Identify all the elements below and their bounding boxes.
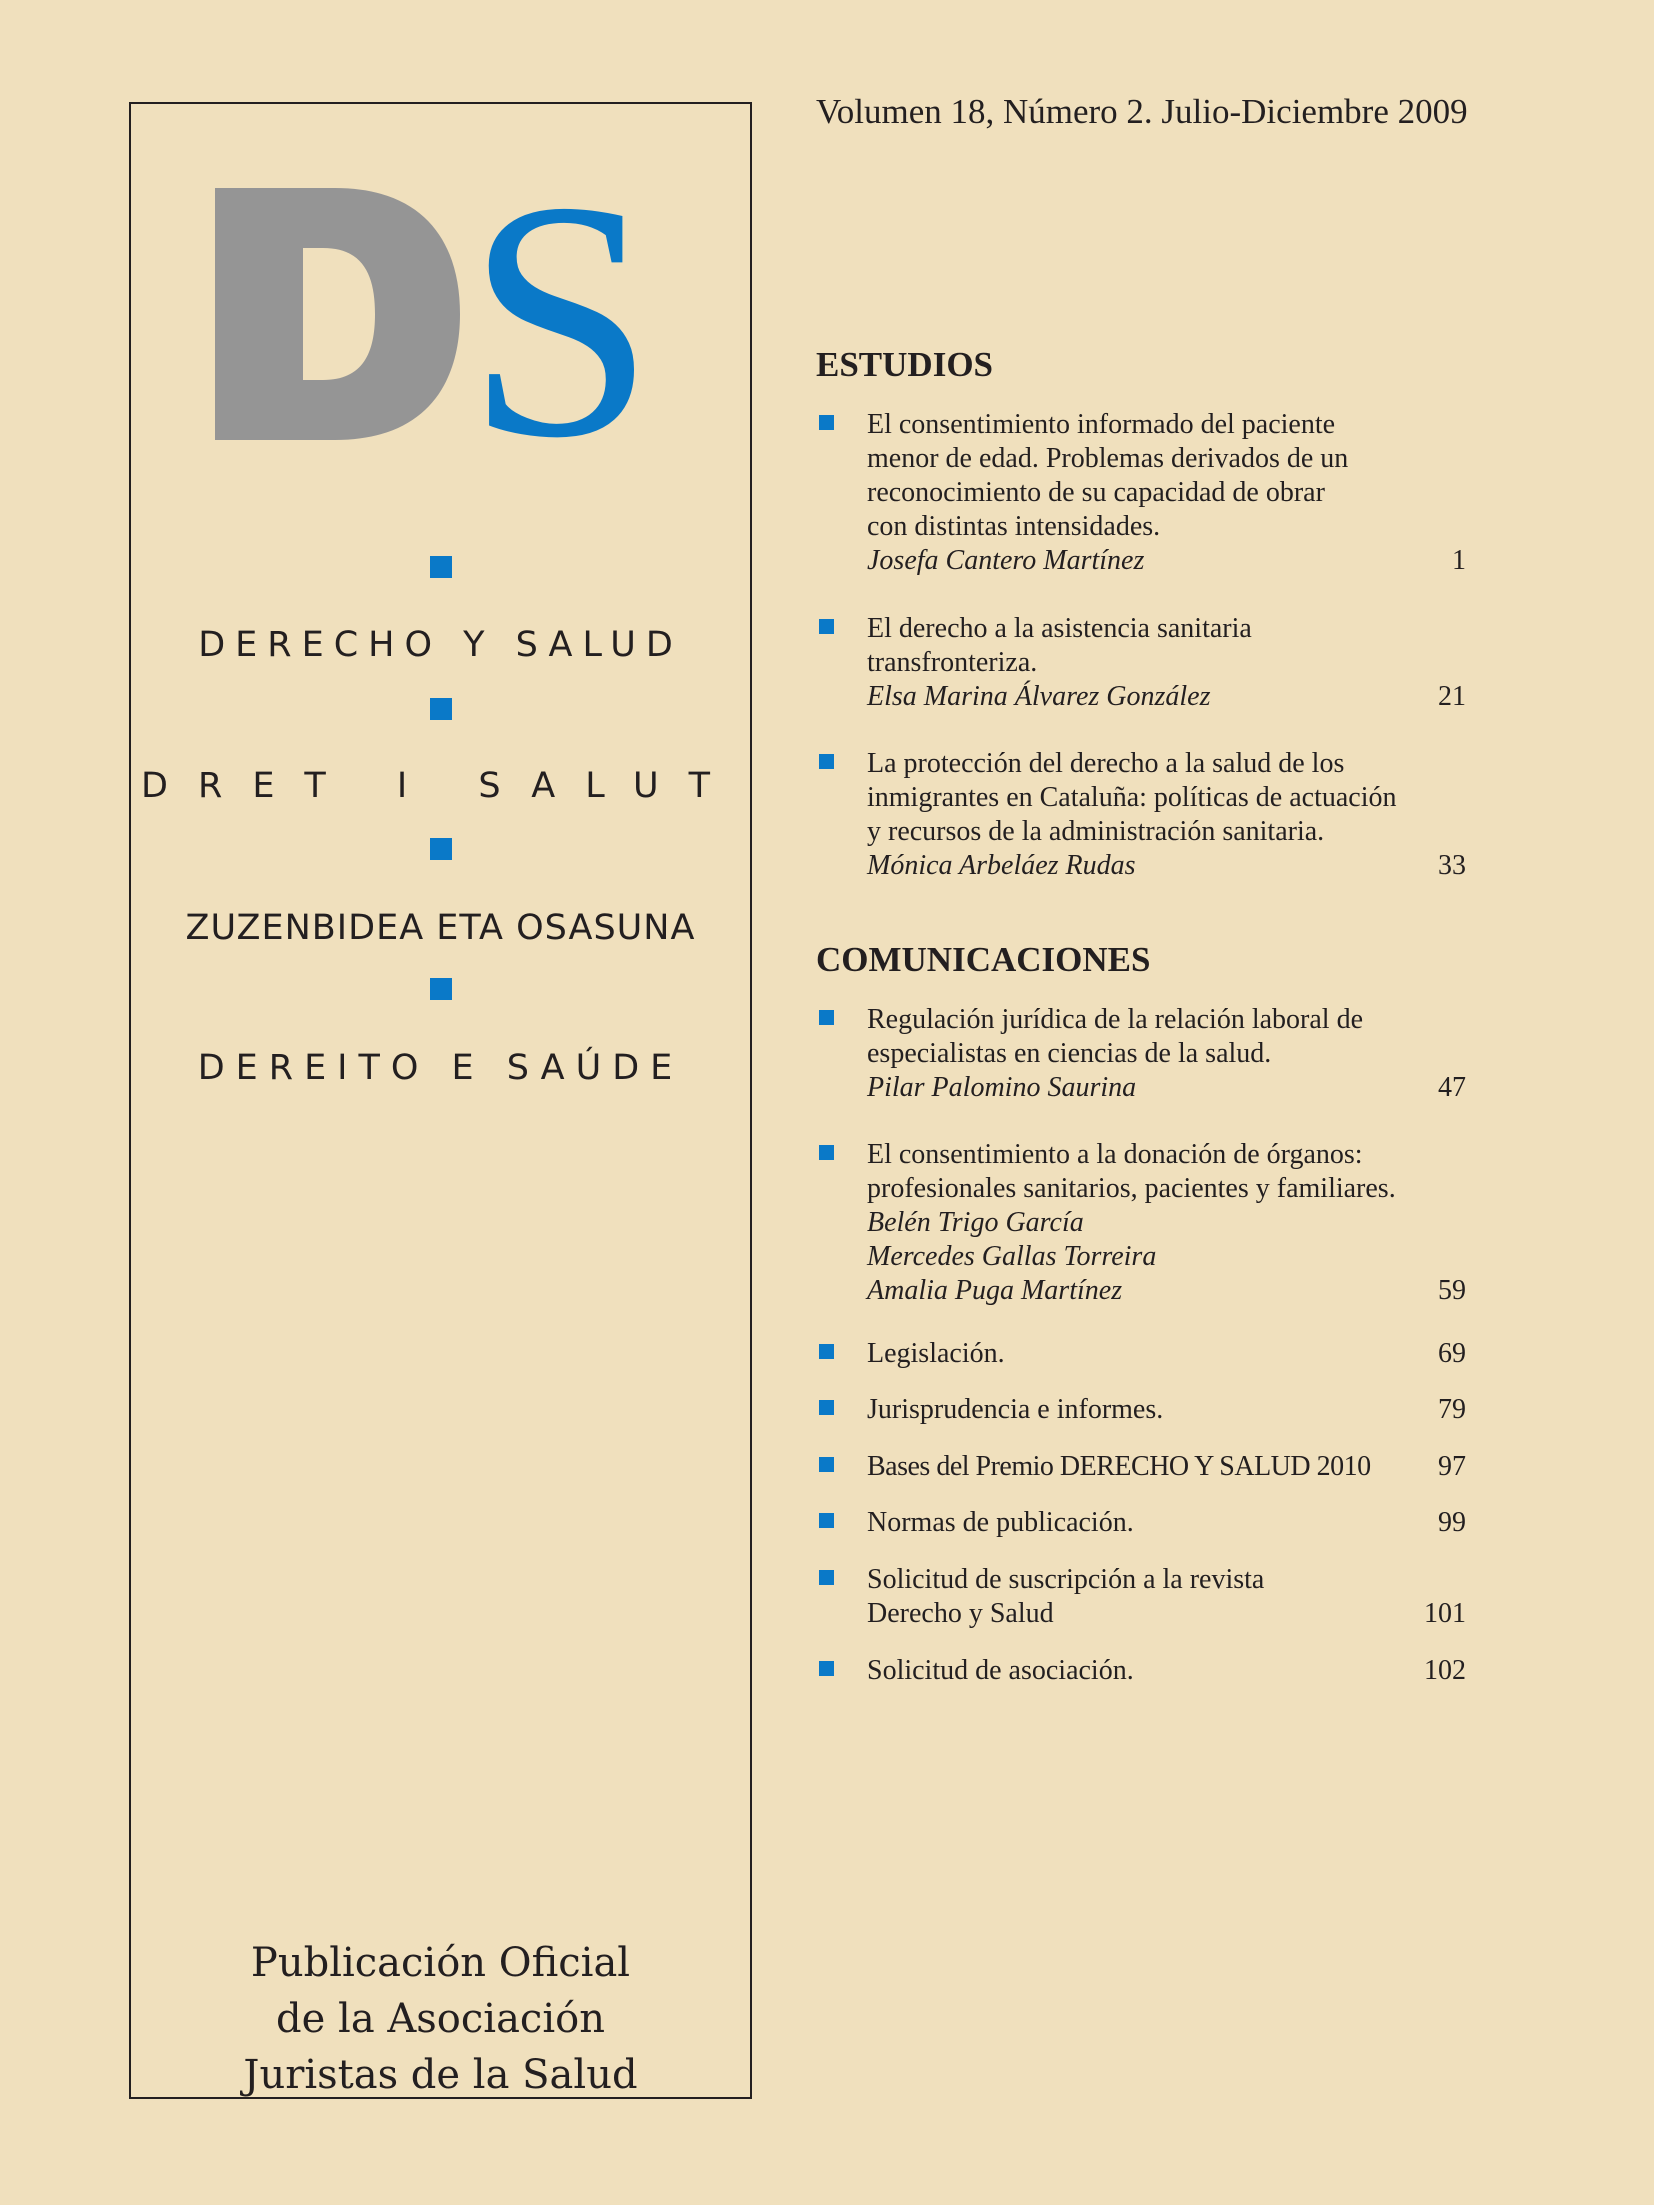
item-title-line: El consentimiento informado del paciente: [867, 409, 1336, 440]
item-title-line: El consentimiento a la donación de órganos:: [867, 1139, 1363, 1170]
item-title-line: inmigrantes en Cataluña: políticas de actuación: [867, 782, 1397, 813]
item-title-line: Bases del Premio DERECHO Y SALUD 2010: [867, 1451, 1371, 1482]
bullet-square-icon: [819, 1400, 834, 1415]
motto-square-marker: [430, 978, 452, 1000]
toc-item[interactable]: [816, 1393, 1466, 1427]
page-number: 101: [1424, 1598, 1466, 1629]
publisher-line: Juristas de la Salud: [243, 2052, 638, 2098]
motto-square-marker: [430, 556, 452, 578]
item-title-line: Jurisprudencia e informes.: [867, 1394, 1164, 1425]
toc-item[interactable]: [816, 1003, 1466, 1105]
item-title-line: Normas de publicación.: [867, 1507, 1134, 1538]
page-number: 47: [1438, 1072, 1466, 1103]
item-title-line: El derecho a la asistencia sanitaria: [867, 613, 1252, 644]
item-title-line: menor de edad. Problemas derivados de un: [867, 443, 1349, 474]
toc-item[interactable]: [816, 1337, 1466, 1371]
item-author: Amalia Puga Martínez: [867, 1275, 1123, 1306]
motto-zuzenbidea-eta-osasuna: ZUZENBIDEA ETA OSASUNA: [185, 908, 696, 948]
logo-letter-d: [215, 188, 460, 440]
toc-item[interactable]: [816, 1450, 1466, 1484]
item-title-line: y recursos de la administración sanitaria.: [867, 816, 1325, 847]
toc-item[interactable]: [816, 408, 1466, 578]
bullet-square-icon: [819, 754, 834, 769]
item-title-line: especialistas en ciencias de la salud.: [867, 1038, 1272, 1069]
bullet-square-icon: [819, 415, 834, 430]
toc-item[interactable]: [816, 1506, 1466, 1540]
page-number: 21: [1438, 681, 1466, 712]
item-title-line: Solicitud de asociación.: [867, 1655, 1134, 1686]
bullet-square-icon: [819, 1513, 834, 1528]
item-author: Belén Trigo García: [867, 1207, 1084, 1238]
issue-volume: Volumen 18, Número 2. Julio-Diciembre 2009: [816, 92, 1468, 131]
bullet-square-icon: [819, 619, 834, 634]
item-author: Mercedes Gallas Torreira: [867, 1241, 1157, 1272]
bullet-square-icon: [819, 1457, 834, 1472]
item-author: Josefa Cantero Martínez: [867, 545, 1145, 576]
section-title-estudios: ESTUDIOS: [816, 345, 994, 384]
bullet-square-icon: [819, 1570, 834, 1585]
item-title-line: La protección del derecho a la salud de los: [867, 748, 1345, 779]
motto-dereito-e-saude: DEREITO E SAÚDE: [197, 1048, 684, 1088]
toc-item[interactable]: [816, 1138, 1466, 1308]
motto-square-marker: [430, 698, 452, 720]
bullet-square-icon: [819, 1661, 834, 1676]
page-number: 99: [1438, 1507, 1466, 1538]
publisher-line: Publicación Oficial: [250, 1940, 631, 1986]
page-number: 33: [1438, 850, 1466, 881]
motto-derecho-y-salud: DERECHO Y SALUD: [198, 625, 683, 665]
page-number: 97: [1438, 1451, 1466, 1482]
section-title-comunicaciones: COMUNICACIONES: [816, 940, 1151, 979]
item-title-line: Solicitud de suscripción a la revista: [867, 1564, 1265, 1595]
page-number: 59: [1438, 1275, 1466, 1306]
item-title-line: profesionales sanitarios, pacientes y familiares.: [867, 1173, 1396, 1204]
toc-item[interactable]: [816, 612, 1466, 714]
bullet-square-icon: [819, 1010, 834, 1025]
logo-letter-s: S: [466, 131, 656, 508]
page-number: 102: [1424, 1655, 1466, 1686]
publisher-line: de la Asociación: [276, 1996, 605, 2042]
bullet-square-icon: [819, 1344, 834, 1359]
item-title-line: transfronteriza.: [867, 647, 1038, 678]
item-title-line: Regulación jurídica de la relación laboral de: [867, 1004, 1364, 1035]
item-title-line: Derecho y Salud: [867, 1598, 1054, 1629]
toc-item[interactable]: [816, 747, 1466, 883]
item-author: Mónica Arbeláez Rudas: [867, 850, 1136, 881]
item-author: Pilar Palomino Saurina: [867, 1072, 1137, 1103]
motto-dret-i-salut: DRET I SALUT: [141, 766, 740, 806]
item-author: Elsa Marina Álvarez González: [867, 681, 1211, 712]
toc-item[interactable]: [816, 1654, 1466, 1688]
toc-item[interactable]: [816, 1563, 1466, 1631]
page-number: 79: [1438, 1394, 1466, 1425]
publisher-block: [129, 1935, 752, 2103]
item-title-line: reconocimiento de su capacidad de obrar: [867, 477, 1325, 508]
page-number: 69: [1438, 1338, 1466, 1369]
item-title-line: Legislación.: [867, 1338, 1005, 1369]
bullet-square-icon: [819, 1145, 834, 1160]
motto-square-marker: [430, 838, 452, 860]
page-number: 1: [1452, 545, 1466, 576]
item-title-line: con distintas intensidades.: [867, 511, 1161, 542]
